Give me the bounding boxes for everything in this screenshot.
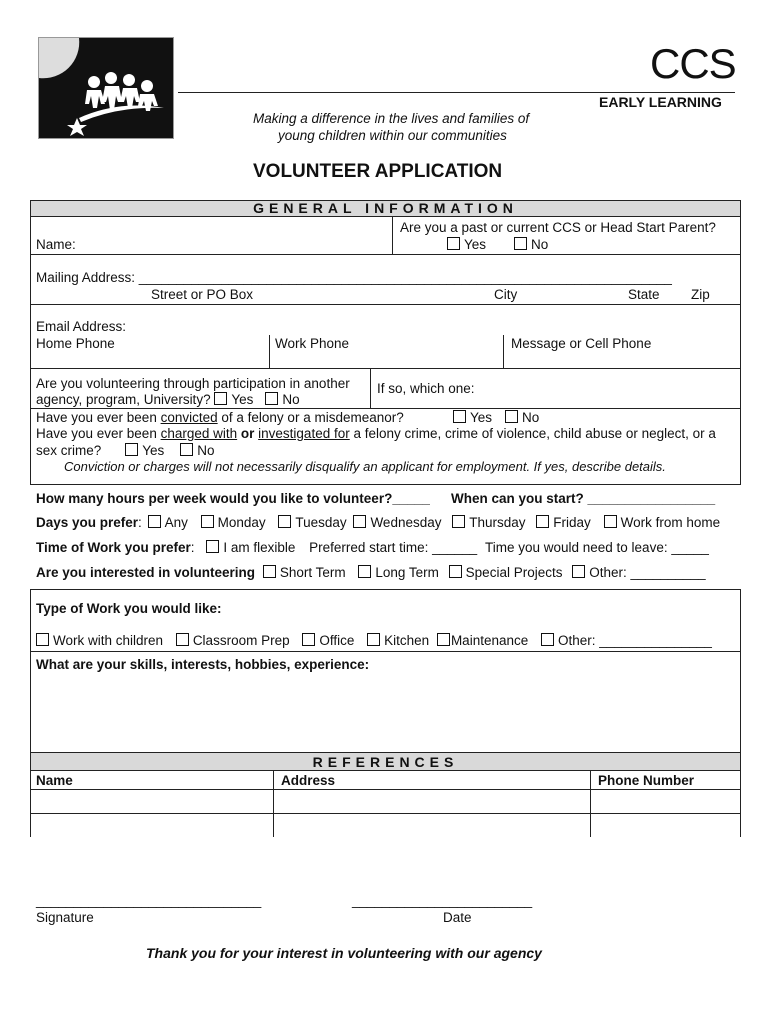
sex-crime-yes-label: Yes — [142, 443, 165, 458]
felony-q-post: of a felony or a misdemeanor? — [217, 410, 404, 425]
day-tuesday-label: Tuesday — [295, 515, 347, 530]
work-type-label: Type of Work you would like: — [36, 601, 222, 616]
divider — [30, 484, 741, 485]
office-checkbox[interactable] — [302, 633, 315, 646]
divider — [30, 368, 741, 369]
skills-label: What are your skills, interests, hobbies, experience: — [36, 657, 370, 672]
divider — [30, 408, 741, 409]
day-any-checkbox[interactable] — [148, 515, 161, 528]
checkbox-icon[interactable] — [514, 237, 527, 250]
table-row[interactable] — [31, 814, 740, 837]
home-phone-label: Home Phone — [36, 336, 115, 351]
date-line[interactable]: ________________________ — [352, 893, 533, 908]
parent-no-label: No — [531, 237, 549, 252]
signature-label: Signature — [36, 910, 94, 925]
felony-yes[interactable] — [453, 410, 492, 425]
division-name: EARLY LEARNING — [599, 94, 722, 110]
time-label: Time of Work you prefer — [36, 540, 191, 555]
charged-question — [36, 426, 716, 441]
sex-crime-text: sex crime? — [36, 443, 102, 458]
date-label: Date — [443, 910, 472, 925]
felony-q-pre: Have you ever been — [36, 410, 161, 425]
program-yes-checkbox[interactable] — [214, 392, 227, 405]
sex-crime-no-checkbox[interactable] — [180, 443, 193, 456]
sex-crime-no-label: No — [197, 443, 215, 458]
charged-pre: Have you ever been — [36, 426, 161, 441]
program-no-checkbox[interactable] — [265, 392, 278, 405]
signature-line[interactable]: ______________________________ — [36, 893, 262, 908]
day-friday-checkbox[interactable] — [536, 515, 549, 528]
start-question[interactable]: When can you start? _________________ — [451, 491, 716, 506]
interest-other-label: Other: __________ — [589, 565, 706, 580]
day-friday-label: Friday — [553, 515, 591, 530]
interest-row — [36, 565, 706, 580]
day-thursday-label: Thursday — [469, 515, 526, 530]
divider — [269, 335, 270, 368]
work-phone-label: Work Phone — [275, 336, 350, 351]
city-label: City — [494, 287, 518, 302]
left-border — [30, 200, 31, 485]
felony-question — [36, 410, 404, 425]
flexible-label: I am flexible — [223, 540, 296, 555]
right-border — [740, 771, 741, 837]
divider — [30, 651, 741, 652]
long-term-label: Long Term — [375, 565, 439, 580]
days-row: Days you prefer: Any Monday Tuesday Wednesday Thursday Friday Work from home — [36, 515, 721, 530]
office-label: Office — [319, 633, 355, 648]
leave-time-field[interactable]: Time you would need to leave: _____ — [484, 540, 709, 555]
header-rule — [178, 92, 735, 93]
ref-address-header: Address — [281, 773, 336, 788]
ccs-logo — [38, 37, 174, 139]
program-question-line1: Are you volunteering through participation in another — [36, 376, 350, 391]
thank-you-note: Thank you for your interest in volunteering with our agency — [146, 945, 542, 961]
program-yes-label: Yes — [231, 392, 254, 407]
children-logo-icon — [39, 38, 173, 138]
short-term-checkbox[interactable] — [263, 565, 276, 578]
kitchen-label: Kitchen — [384, 633, 430, 648]
charged-or: or — [237, 426, 259, 441]
divider — [370, 368, 371, 408]
org-name: CCS — [650, 40, 736, 87]
tagline-line1: Making a difference in the lives and families of — [253, 111, 530, 126]
interest-label: Are you interested in volunteering — [36, 565, 256, 580]
charged-word: charged with — [160, 426, 238, 441]
tagline-line2: young children within our communities — [278, 128, 507, 143]
sex-crime-line — [36, 443, 215, 458]
skills-textarea[interactable] — [31, 674, 740, 752]
day-wednesday-label: Wednesday — [370, 515, 442, 530]
which-one-label: If so, which one: — [377, 381, 475, 396]
sex-crime-yes-checkbox[interactable] — [125, 443, 138, 456]
special-projects-label: Special Projects — [465, 565, 563, 580]
program-question-line2 — [36, 392, 300, 407]
day-thursday-checkbox[interactable] — [452, 515, 465, 528]
parent-yes-label: Yes — [464, 237, 487, 252]
day-tuesday-checkbox[interactable] — [278, 515, 291, 528]
day-home-label: Work from home — [620, 515, 721, 530]
work-children-label: Work with children — [53, 633, 164, 648]
ref-phone-header: Phone Number — [598, 773, 695, 788]
maintenance-label: Maintenance — [450, 633, 529, 648]
general-info-heading: GENERAL INFORMATION — [30, 200, 741, 217]
felony-no-label: No — [522, 410, 540, 425]
day-any-label: Any — [164, 515, 188, 530]
checkbox-icon[interactable] — [505, 410, 518, 423]
divider — [392, 217, 393, 254]
divider — [503, 335, 504, 368]
name-label: Name: — [36, 237, 76, 252]
work-other-label: Other: _______________ — [558, 633, 712, 648]
state-label: State — [628, 287, 660, 302]
work-other-checkbox[interactable] — [541, 633, 554, 646]
short-term-label: Short Term — [279, 565, 346, 580]
time-row: Time of Work you prefer: I am flexible Preferred start time: ______ Time you would need to leave: _____ — [36, 540, 709, 555]
checkbox-icon[interactable] — [453, 410, 466, 423]
long-term-checkbox[interactable] — [358, 565, 371, 578]
parent-yes[interactable] — [447, 237, 486, 252]
program-question-text: agency, program, University? — [36, 392, 211, 407]
references-heading: REFERENCES — [30, 752, 741, 771]
kitchen-checkbox[interactable] — [367, 633, 380, 646]
day-wednesday-checkbox[interactable] — [353, 515, 366, 528]
checkbox-icon[interactable] — [447, 237, 460, 250]
felony-q-word: convicted — [160, 410, 218, 425]
classroom-prep-checkbox[interactable] — [176, 633, 189, 646]
program-no-label: No — [282, 392, 300, 407]
page-title: VOLUNTEER APPLICATION — [253, 161, 503, 182]
charged-post: a felony crime, crime of violence, child abuse or neglect, or a — [349, 426, 716, 441]
flexible-checkbox[interactable] — [206, 540, 219, 553]
parent-question: Are you a past or current CCS or Head Start Parent? — [400, 220, 716, 235]
day-monday-checkbox[interactable] — [201, 515, 214, 528]
street-label: Street or PO Box — [151, 287, 254, 302]
divider — [30, 304, 741, 305]
zip-label: Zip — [691, 287, 710, 302]
work-children-checkbox[interactable] — [36, 633, 49, 646]
work-type-row — [36, 633, 712, 648]
hours-question[interactable]: How many hours per week would you like to volunteer?_____ — [36, 491, 430, 506]
table-row[interactable] — [31, 790, 740, 813]
mailing-address-field[interactable]: Mailing Address: _______________________________________________________________________ — [36, 270, 672, 285]
special-projects-checkbox[interactable] — [449, 565, 462, 578]
days-label: Days you prefer — [36, 515, 139, 530]
ref-name-header: Name — [36, 773, 73, 788]
maintenance-checkbox[interactable] — [437, 633, 450, 646]
parent-no[interactable] — [514, 237, 548, 252]
preferred-start-field[interactable]: Preferred start time: ______ — [309, 540, 478, 555]
day-monday-label: Monday — [217, 515, 266, 530]
interest-other-checkbox[interactable] — [572, 565, 585, 578]
right-border — [740, 589, 741, 752]
divider — [30, 254, 741, 255]
email-label: Email Address: — [36, 319, 127, 334]
classroom-prep-label: Classroom Prep — [192, 633, 290, 648]
cell-phone-label: Message or Cell Phone — [511, 336, 652, 351]
right-border — [740, 200, 741, 485]
day-home-checkbox[interactable] — [604, 515, 617, 528]
felony-no[interactable] — [505, 410, 539, 425]
disclaimer-text: Conviction or charges will not necessarily disqualify an applicant for employment. If yes, describe details. — [64, 459, 666, 474]
felony-yes-label: Yes — [470, 410, 493, 425]
charged-word2: investigated for — [258, 426, 350, 441]
divider — [30, 589, 741, 590]
